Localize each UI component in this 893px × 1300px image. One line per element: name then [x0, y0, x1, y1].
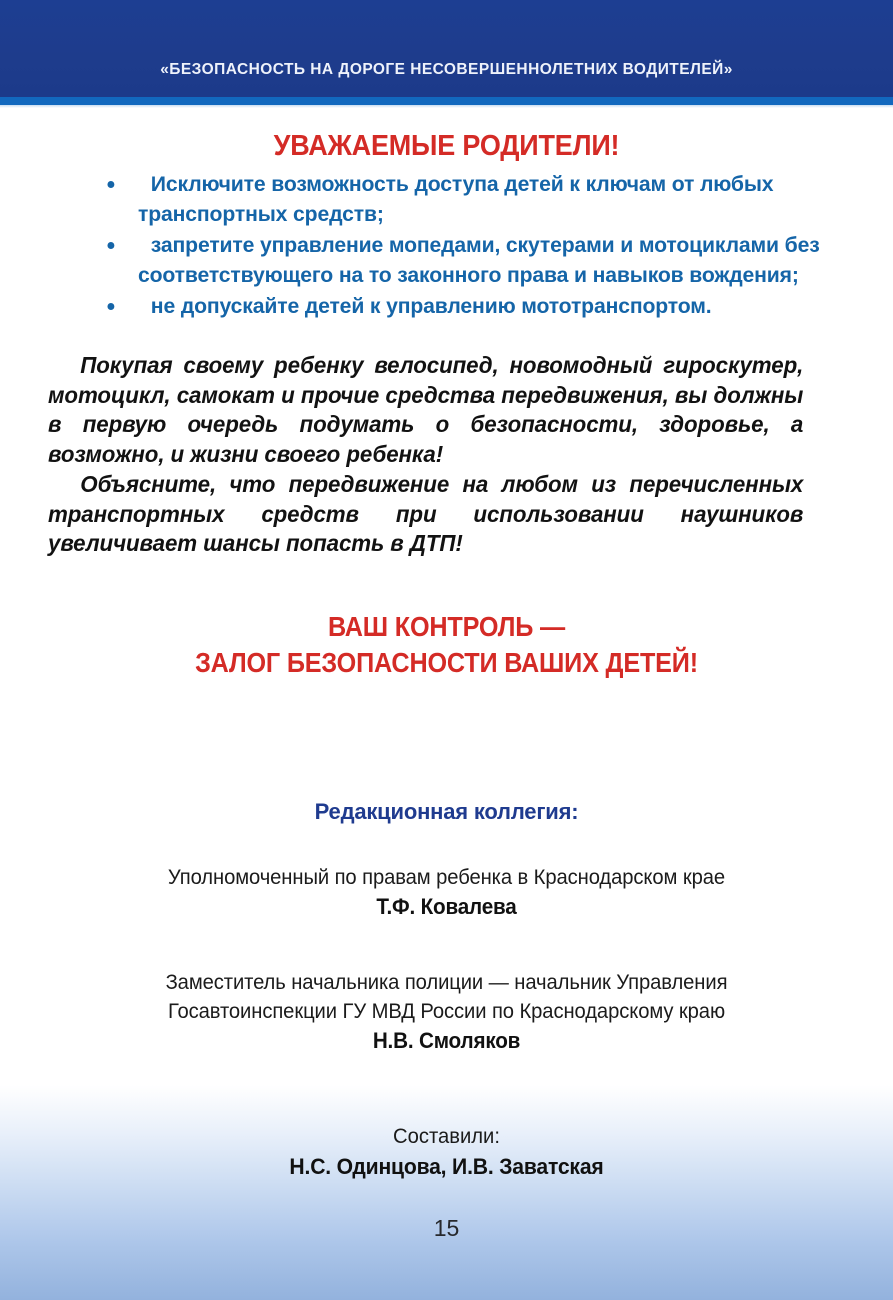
member-role-line: Уполномоченный по правам ребенка в Краснодарском крае — [167, 864, 726, 889]
member-name: Т.Ф. Ковалева — [376, 893, 517, 919]
main-heading: УВАЖАЕМЫЕ РОДИТЕЛИ! — [273, 130, 620, 162]
bullet-dot-icon — [107, 303, 114, 310]
list-item — [138, 291, 823, 321]
editorial-member — [0, 968, 893, 1056]
member-name: Н.В. Смоляков — [372, 1027, 521, 1053]
page-header-band — [0, 0, 893, 97]
member-role-line: Заместитель начальника полиции — начальник Управления — [165, 969, 728, 994]
body-paragraphs — [0, 351, 893, 559]
list-item — [138, 169, 823, 229]
bullet-text: не допускайте детей к управлению мототранспортом. — [150, 294, 712, 318]
compilers-block — [0, 1122, 893, 1182]
editorial-board-title: Редакционная коллегия: — [314, 798, 579, 824]
paragraph: Покупая своему ребенку велосипед, новомодный гироскутер, мотоцикл, самокат и прочие средства передвижения, вы должны в первую очередь подумать о безопасности, здоровье, а возможно, и жизни своего ребенка! — [48, 352, 804, 467]
editorial-board-section — [0, 799, 893, 1056]
bullet-text: запретите управление мопедами, скутерами и мотоциклами без соответствующего на то законного права и навыков вождения; — [138, 233, 820, 287]
bullet-dot-icon — [107, 242, 114, 249]
bullet-dot-icon — [107, 181, 114, 188]
page-number: 15 — [433, 1215, 460, 1241]
paragraph: Объясните, что передвижение на любом из перечисленных транспортных средств при использовании наушников увеличивает шансы попасть в ДТП! — [48, 471, 804, 556]
bullet-text: Исключите возможность доступа детей к ключам от любых транспортных средств; — [138, 172, 774, 226]
header-accent-stripe — [0, 97, 893, 105]
member-role — [0, 968, 893, 1026]
list-item — [138, 230, 823, 290]
editorial-member — [0, 863, 893, 922]
page-header-title: «БЕЗОПАСНОСТЬ НА ДОРОГЕ НЕСОВЕРШЕННОЛЕТНИХ ВОДИТЕЛЕЙ» — [160, 61, 733, 78]
compilers-label: Составили: — [393, 1124, 500, 1148]
advice-bullet-list — [0, 169, 893, 321]
slogan-line-2: ЗАЛОГ БЕЗОПАСНОСТИ ВАШИХ ДЕТЕЙ! — [195, 646, 698, 678]
page-content — [0, 108, 893, 1056]
bottom-gradient-band — [0, 1085, 893, 1300]
member-role — [0, 863, 893, 892]
member-role-line: Госавтоинспекции ГУ МВД России по Краснодарскому краю — [167, 998, 726, 1023]
compilers-names: Н.С. Одинцова, И.В. Заватская — [289, 1154, 604, 1179]
slogan-line-1: ВАШ КОНТРОЛЬ — — [328, 610, 565, 642]
slogan-block — [0, 609, 893, 681]
